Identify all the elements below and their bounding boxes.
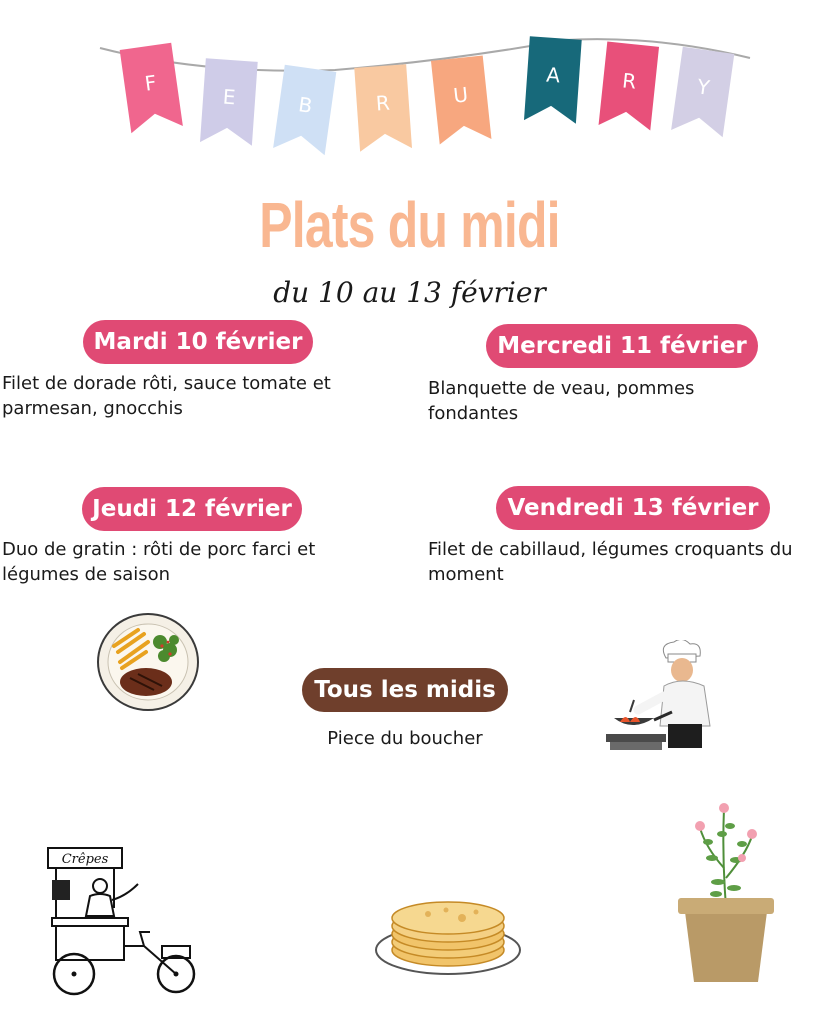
special-label: Tous les midis bbox=[302, 668, 508, 712]
garland-letter: R bbox=[621, 68, 638, 94]
crepes-stack-illustration bbox=[372, 888, 524, 990]
garland-flag bbox=[431, 56, 491, 145]
garland-letter: E bbox=[222, 84, 237, 110]
page-subtitle: du 10 au 13 février bbox=[273, 276, 546, 309]
garland-flag bbox=[354, 64, 412, 151]
day-label-vendredi: Vendredi 13 février bbox=[496, 486, 770, 530]
steak-plate-illustration bbox=[96, 612, 200, 712]
day-label-jeudi: Jeudi 12 février bbox=[82, 487, 302, 531]
garland-flag bbox=[273, 65, 336, 155]
february-garland bbox=[95, 30, 755, 160]
cart-sign-text: Crêpes bbox=[61, 852, 109, 867]
garland-flag bbox=[599, 42, 659, 131]
crepe-cart-illustration bbox=[42, 846, 202, 998]
garland-flag bbox=[524, 36, 582, 123]
special-dish: Piece du boucher bbox=[327, 728, 483, 749]
garland-letter: Y bbox=[695, 74, 712, 100]
dish-mercredi: Blanquette de veau, pommes fondantes bbox=[428, 378, 695, 424]
chef-cooking-illustration bbox=[600, 640, 722, 752]
dish-jeudi: Duo de gratin : rôti de porc farci et légumes de saison bbox=[2, 539, 316, 585]
garland-letter: B bbox=[296, 92, 314, 118]
garland-flag bbox=[200, 58, 258, 145]
garland-flag bbox=[671, 47, 734, 137]
flower-pot-illustration bbox=[672, 798, 780, 988]
dish-vendredi: Filet de cabillaud, légumes croquants du moment bbox=[428, 539, 793, 585]
dish-mardi: Filet de dorade rôti, sauce tomate et parmesan, gnocchis bbox=[2, 373, 331, 419]
day-label-mardi: Mardi 10 février bbox=[83, 320, 313, 364]
garland-letter: A bbox=[545, 62, 561, 88]
garland-letter: U bbox=[452, 82, 470, 108]
garland-flag bbox=[120, 43, 183, 133]
garland-letter: R bbox=[375, 90, 391, 116]
garland-letter: F bbox=[143, 70, 158, 96]
day-label-mercredi: Mercredi 11 février bbox=[486, 324, 758, 368]
page-title: Plats du midi bbox=[259, 189, 560, 261]
